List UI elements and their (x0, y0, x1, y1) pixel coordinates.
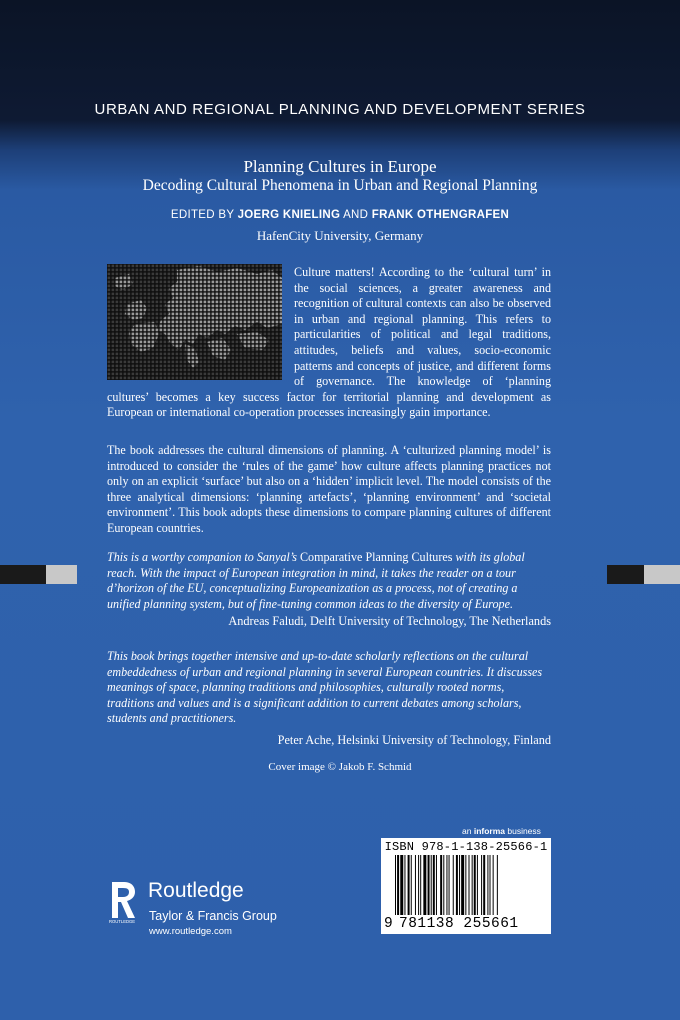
book-title: Planning Cultures in Europe (243, 157, 437, 176)
barcode-bar (497, 855, 498, 915)
informa-tagline (462, 826, 541, 836)
publisher-group: Taylor & Francis Group (149, 909, 277, 923)
editor-name-2: FRANK OTHENGRAFEN (371, 209, 510, 221)
barcode-bar (408, 855, 410, 915)
barcode-bar (469, 855, 470, 915)
barcode-bar (415, 855, 416, 915)
side-marker-left-light (46, 565, 77, 584)
barcode-bar (465, 855, 466, 915)
barcode-bar (397, 855, 399, 915)
barcode-bar (446, 855, 447, 915)
barcode-bar (449, 855, 450, 915)
barcode-bar (423, 855, 426, 915)
barcode-bar (474, 855, 476, 915)
barcode-bars (395, 855, 547, 915)
barcode-bar (436, 855, 437, 915)
barcode-bar (472, 855, 473, 915)
informa-suffix: business (505, 826, 541, 836)
edited-by-label: EDITED BY (170, 209, 238, 221)
quote-2-attribution: Peter Ache, Helsinki University of Technology, Finland (277, 733, 551, 747)
side-marker-right-light (644, 565, 680, 584)
barcode-bar (411, 855, 412, 915)
informa-prefix: an (462, 826, 474, 836)
barcode-bar (456, 855, 458, 915)
barcode-bar (431, 855, 432, 915)
barcode-digit-lead: 9 (384, 916, 394, 932)
routledge-logo-icon (108, 880, 138, 924)
book-subtitle: Decoding Cultural Phenomena in Urban and Regional Planning (142, 177, 538, 194)
barcode-bar (461, 855, 464, 915)
cover-image-credit: Cover image © Jakob F. Schmid (268, 761, 412, 773)
publisher-url: www.routledge.com (149, 926, 232, 937)
quote-1-book-title: Comparative Planning Cultures (299, 550, 453, 564)
editor-affiliation: HafenCity University, Germany (256, 228, 424, 243)
description-paragraph-1 (107, 265, 551, 421)
isbn-label: ISBN 978-1-138-25566-1 (384, 840, 548, 854)
barcode-bar (433, 855, 435, 915)
quote-1-text-after: with its global reach. With the impact of European integration in mind, it takes the reader on a tour d’horizon of the EU, conceptualizing Europeanization as a process, not of creating a unified planning system, but of fine-tuning common ideas to the diversity of Europe. (107, 550, 525, 611)
barcode-bar (418, 855, 419, 915)
barcode-bar (487, 855, 488, 915)
barcode-bar (453, 855, 454, 915)
side-marker-left-dark (0, 565, 46, 584)
review-quote-2: This book brings together intensive and up-to-date scholarly reflections on the cultural embeddedness of urban and regional planning in several European countries. It discusses meanings of space, planning traditions and philosophies, culturally rooted norms, traditions and values and is a significant addition to current debates among scholars, students and practitioners. (107, 649, 543, 726)
barcode-bar (404, 855, 405, 915)
editors-and: AND (340, 209, 372, 221)
barcode-bar (481, 855, 482, 915)
barcode-bar (477, 855, 478, 915)
barcode-bar (483, 855, 485, 915)
barcode-bar (459, 855, 460, 915)
barcode-bar (395, 855, 396, 915)
barcode-bar (428, 855, 430, 915)
paragraph-1-text: Culture matters! According to the ‘cultural turn’ in the social sciences, a greater awareness and recognition of cultural contexts can also be observed in urban and regional planning. This refers to particularities of political and legal traditions, attitudes, beliefs and values, socio-economic patterns and concepts of justice, and different forms of governance. The knowledge of ‘planning cultures’ becomes a key success factor for territorial planning and development as European or international co-operation processes increasingly gain importance. (107, 265, 551, 420)
barcode-bar (493, 855, 494, 915)
barcode-bar (443, 855, 444, 915)
informa-brand: informa (473, 826, 505, 836)
description-paragraph-2: The book addresses the cultural dimensions of planning. A ‘culturized planning model’ is introduced to consider the ‘rules of the game’ how culture affects planning practices not only on an explicit ‘surface’ but also on a ‘hidden’ implicit level. The model consists of the three analytical dimensions: ‘planning artefacts’, ‘planning environment’ and ‘societal environment’. This book adopts these dimensions to compare planning cultures of different European countries. (107, 443, 551, 535)
quote-1-attribution: Andreas Faludi, Delft University of Technology, The Netherlands (228, 614, 551, 628)
barcode-bar (420, 855, 421, 915)
editors-line (0, 209, 680, 221)
text-wrap-spacer (107, 265, 294, 383)
publisher-name: Routledge (148, 879, 244, 902)
barcode-bar (400, 855, 403, 915)
series-title: URBAN AND REGIONAL PLANNING AND DEVELOPMENT SERIES (94, 101, 586, 118)
side-marker-right-dark (607, 565, 644, 584)
barcode-bar (440, 855, 442, 915)
editor-name-1: JOERG KNIELING (237, 209, 341, 221)
isbn-barcode (381, 838, 551, 934)
review-quote-1 (107, 550, 551, 612)
logo-wordmark: ROUTLEDGE (109, 919, 136, 924)
barcode-digits-rest: 781138 255661 (399, 916, 519, 932)
quote-1-text-before: This is a worthy companion to Sanyal’s (107, 550, 300, 564)
barcode-bar (490, 855, 491, 915)
